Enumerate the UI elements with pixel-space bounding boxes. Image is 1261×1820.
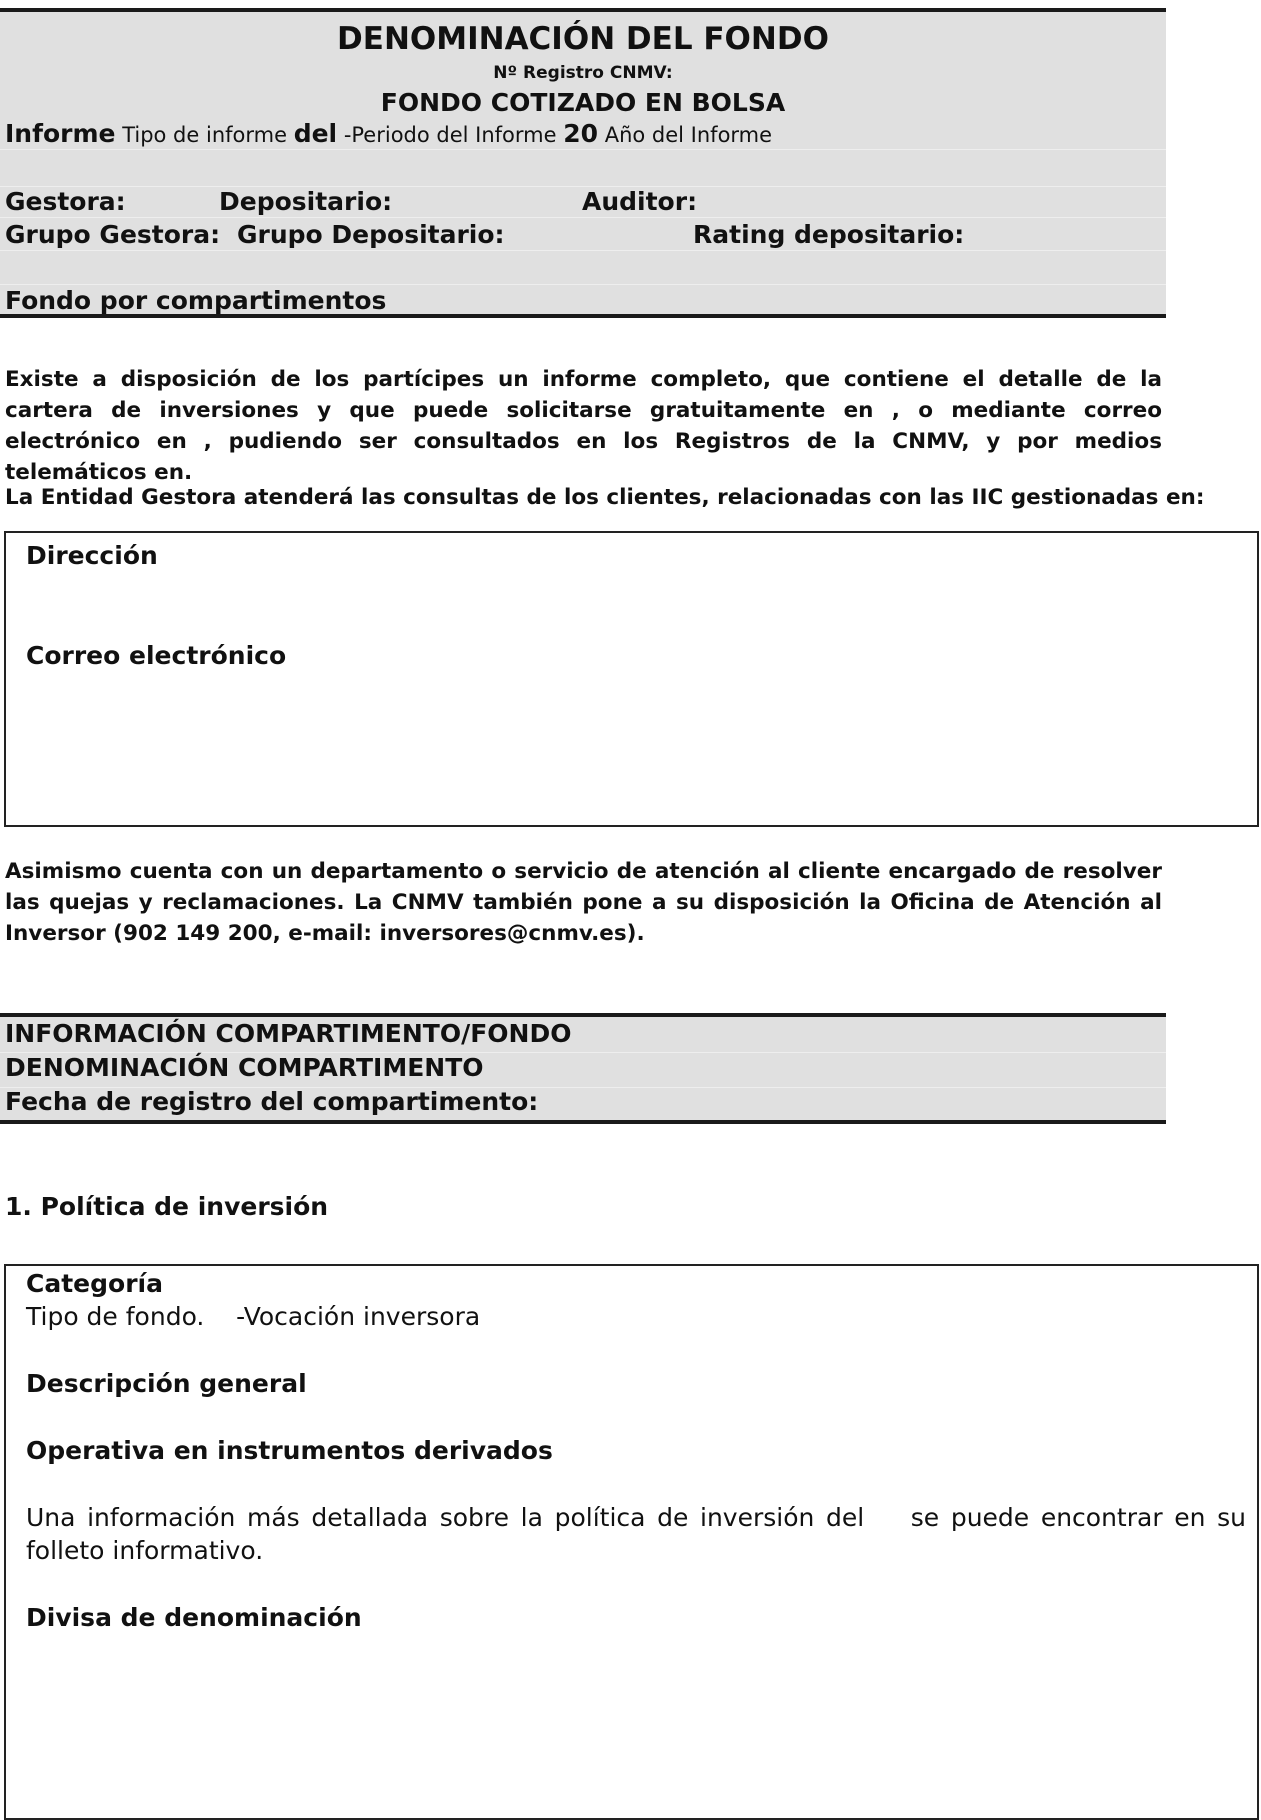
- grupo-gestora-label: Grupo Gestora:: [5, 220, 221, 249]
- grupo-depositario-label: Grupo Depositario:: [237, 220, 505, 249]
- tipo-fondo-text: Tipo de fondo. -Vocación inversora: [26, 1302, 481, 1331]
- politica-box: [4, 1264, 1259, 1820]
- gestora-label: Gestora:: [5, 187, 126, 216]
- del-word: del: [293, 119, 338, 148]
- registro-cnmv: Nº Registro CNMV:: [493, 63, 673, 83]
- periodo-informe: -Periodo del Informe: [343, 123, 557, 147]
- informe-line: [5, 119, 772, 148]
- compartimentos-label: Fondo por compartimentos: [5, 286, 387, 315]
- compartimento-band: [0, 1013, 1166, 1124]
- fund-header: [0, 8, 1166, 318]
- tipo-informe: Tipo de informe: [122, 123, 288, 147]
- denominacion-compartimento: DENOMINACIÓN COMPARTIMENTO: [5, 1053, 484, 1082]
- info-detallada-text: Una información más detallada sobre la política de inversión del se puede encontrar en su folleto informativo.: [26, 1503, 1254, 1565]
- operativa-label: Operativa en instrumentos derivados: [26, 1436, 553, 1465]
- divisa-label: Divisa de denominación: [26, 1603, 362, 1632]
- info-compartimento: INFORMACIÓN COMPARTIMENTO/FONDO: [5, 1019, 572, 1048]
- correo-label: Correo electrónico: [26, 641, 287, 670]
- fund-title: DENOMINACIÓN DEL FONDO: [337, 21, 829, 57]
- fund-type: FONDO COTIZADO EN BOLSA: [380, 88, 786, 117]
- quejas-paragraph: Asimismo cuenta con un departamento o servicio de atención al cliente encargado de resolver las quejas y reclamaciones. La CNMV también pone a su disposición la Oficina de Atención al Inversor (902 149 200, e-mail: inversores@cnmv.es).: [5, 859, 1162, 946]
- depositario-label: Depositario:: [219, 187, 393, 216]
- categoria-label: Categoría: [26, 1269, 163, 1298]
- informe-completo-paragraph: Existe a disposición de los partícipes un informe completo, que contiene el detalle de la cartera de inversiones y que puede solicitarse gratuitamente en , o mediante correo electrónico en , pudiendo ser consultados en los Registros de la CNMV, y por medios telemáticos en.: [5, 367, 1162, 485]
- politica-heading: 1. Política de inversión: [5, 1192, 329, 1221]
- auditor-label: Auditor:: [582, 187, 698, 216]
- fecha-registro-compartimento: Fecha de registro del compartimento:: [5, 1087, 539, 1116]
- year-prefix: 20: [563, 119, 599, 148]
- informe-word: Informe: [5, 119, 116, 148]
- descripcion-label: Descripción general: [26, 1369, 307, 1398]
- consultas-paragraph: La Entidad Gestora atenderá las consultas de los clientes, relacionadas con las IIC gestionadas en:: [5, 485, 1205, 510]
- rating-depositario-label: Rating depositario:: [693, 220, 965, 249]
- anio-informe: Año del Informe: [604, 123, 773, 147]
- direccion-label: Dirección: [26, 541, 158, 570]
- contact-box: [4, 531, 1259, 827]
